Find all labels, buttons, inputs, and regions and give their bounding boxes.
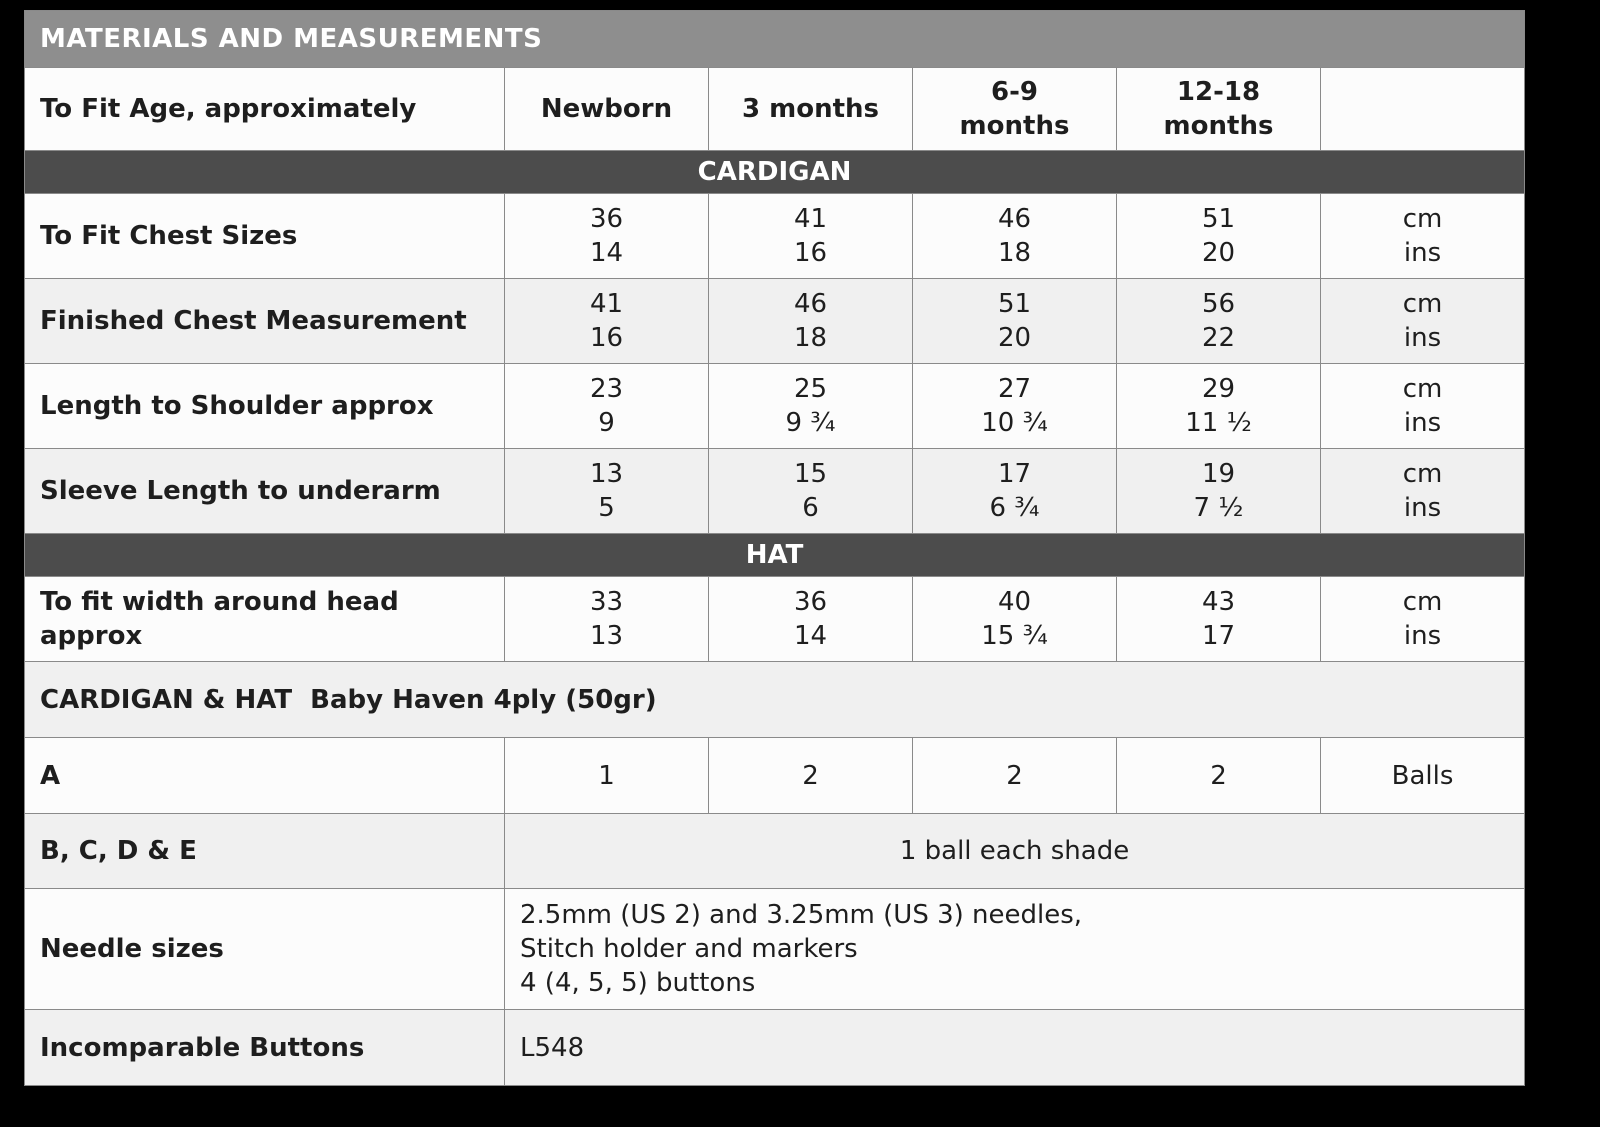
unit-cm: cm [1402, 289, 1443, 319]
row-label: Sleeve Length to underarm [25, 449, 505, 534]
value-cm: 33 [589, 587, 624, 617]
value-cell [505, 279, 709, 364]
value-cell [505, 364, 709, 449]
size-header-line: Newborn [540, 94, 673, 124]
yarn-a-row [25, 738, 1525, 814]
unit-cm: cm [1402, 587, 1443, 617]
size-header-line: 12-18 [1176, 77, 1261, 107]
chest-size-row [25, 194, 1525, 279]
value-cm: 19 [1201, 459, 1236, 489]
value-cm: 40 [997, 587, 1032, 617]
value-cell [709, 449, 913, 534]
unit-cm: cm [1402, 204, 1443, 234]
value-ins: 17 [1201, 621, 1236, 651]
size-header-3-months [709, 68, 913, 151]
needle-sizes-row [25, 889, 1525, 1010]
value-cm: 17 [997, 459, 1032, 489]
value-ins: 15 ¾ [981, 621, 1048, 651]
finished-chest-row [25, 279, 1525, 364]
size-header-line: 3 months [741, 94, 880, 124]
value-ins: 20 [997, 323, 1032, 353]
value-ins: 6 ¾ [989, 493, 1040, 523]
value-ins: 11 ½ [1185, 408, 1252, 438]
unit-ins: ins [1403, 323, 1442, 353]
unit-cell [1321, 577, 1525, 662]
unit-cell [1321, 279, 1525, 364]
unit-cell: Balls [1321, 738, 1525, 814]
value-cm: 51 [1201, 204, 1236, 234]
needle-line: 4 (4, 5, 5) buttons [520, 968, 756, 998]
unit-cm: cm [1402, 374, 1443, 404]
row-label: Finished Chest Measurement [25, 279, 505, 364]
section-hat-row [25, 534, 1525, 577]
value-ins: 9 ¾ [785, 408, 836, 438]
size-header-line: months [959, 111, 1070, 141]
value-cell [505, 194, 709, 279]
value-cell [913, 279, 1117, 364]
value-cell [709, 279, 913, 364]
value-cell [1117, 364, 1321, 449]
section-cardigan-row [25, 151, 1525, 194]
title-row [25, 11, 1525, 68]
unit-cell [1321, 449, 1525, 534]
value-cell: 2 [1117, 738, 1321, 814]
unit-cell [1321, 364, 1525, 449]
value-ins: 14 [793, 621, 828, 651]
value-cm: 13 [589, 459, 624, 489]
value-cell [1117, 577, 1321, 662]
value-cell [1117, 449, 1321, 534]
row-label-line: approx [40, 621, 143, 651]
value-cm: 25 [793, 374, 828, 404]
size-header-6-9-months [913, 68, 1117, 151]
value-cell [709, 577, 913, 662]
value-cell: 1 [505, 738, 709, 814]
section-hat: HAT [25, 534, 1525, 577]
row-label-line: To fit width around head [40, 587, 399, 617]
value-cm: 41 [793, 204, 828, 234]
value-ins: 9 [598, 408, 615, 438]
unit-ins: ins [1403, 621, 1442, 651]
value-cm: 36 [793, 587, 828, 617]
yarn-bcde-value: 1 ball each shade [505, 814, 1525, 889]
value-ins: 20 [1201, 238, 1236, 268]
row-label: Needle sizes [25, 889, 505, 1010]
value-cm: 41 [589, 289, 624, 319]
measurements-table [24, 10, 1525, 1086]
value-cm: 46 [997, 204, 1032, 234]
value-ins: 14 [589, 238, 624, 268]
value-cell [913, 449, 1117, 534]
value-cm: 43 [1201, 587, 1236, 617]
value-cm: 15 [793, 459, 828, 489]
value-cell [1117, 194, 1321, 279]
buttons-code: L548 [505, 1010, 1525, 1086]
value-cell [913, 364, 1117, 449]
value-cm: 36 [589, 204, 624, 234]
value-cell [505, 449, 709, 534]
head-width-row [25, 577, 1525, 662]
section-cardigan: CARDIGAN [25, 151, 1525, 194]
needle-details [505, 889, 1525, 1010]
value-cell [913, 194, 1117, 279]
value-ins: 6 [802, 493, 819, 523]
size-header-line: 6-9 [991, 77, 1038, 107]
row-label: Incomparable Buttons [25, 1010, 505, 1086]
row-label [25, 577, 505, 662]
value-cm: 46 [793, 289, 828, 319]
row-label: Length to Shoulder approx [25, 364, 505, 449]
value-cell [709, 364, 913, 449]
value-ins: 22 [1201, 323, 1236, 353]
value-cm: 56 [1201, 289, 1236, 319]
size-header-line: months [1163, 111, 1274, 141]
value-cm: 27 [997, 374, 1032, 404]
needle-line: Stitch holder and markers [520, 934, 858, 964]
value-cell: 2 [913, 738, 1117, 814]
materials-measurements-sheet [24, 10, 1524, 1086]
row-label: B, C, D & E [25, 814, 505, 889]
value-ins: 10 ¾ [981, 408, 1048, 438]
value-cell [913, 577, 1117, 662]
unit-cm: cm [1402, 459, 1443, 489]
value-cm: 23 [589, 374, 624, 404]
length-shoulder-row [25, 364, 1525, 449]
value-ins: 13 [589, 621, 624, 651]
value-cell [1117, 279, 1321, 364]
value-cm: 51 [997, 289, 1032, 319]
buttons-row [25, 1010, 1525, 1086]
row-label: To Fit Chest Sizes [25, 194, 505, 279]
age-header-row [25, 68, 1525, 151]
value-ins: 7 ½ [1193, 493, 1244, 523]
unit-ins: ins [1403, 408, 1442, 438]
yarn-bcde-row [25, 814, 1525, 889]
row-label: A [25, 738, 505, 814]
value-cell: 2 [709, 738, 913, 814]
yarn-heading: CARDIGAN & HAT Baby Haven 4ply (50gr) [25, 662, 1525, 738]
value-cm: 29 [1201, 374, 1236, 404]
value-ins: 16 [589, 323, 624, 353]
unit-ins: ins [1403, 493, 1442, 523]
sleeve-length-row [25, 449, 1525, 534]
table-title: MATERIALS AND MEASUREMENTS [25, 11, 1525, 68]
unit-ins: ins [1403, 238, 1442, 268]
value-cell [709, 194, 913, 279]
age-header-label: To Fit Age, approximately [25, 68, 505, 151]
yarn-heading-row [25, 662, 1525, 738]
value-ins: 5 [598, 493, 615, 523]
value-ins: 16 [793, 238, 828, 268]
size-header-12-18-months [1117, 68, 1321, 151]
needle-line: 2.5mm (US 2) and 3.25mm (US 3) needles, [520, 900, 1083, 930]
value-ins: 18 [997, 238, 1032, 268]
value-cell [505, 577, 709, 662]
unit-header-empty [1321, 68, 1525, 151]
size-header-newborn [505, 68, 709, 151]
unit-cell [1321, 194, 1525, 279]
value-ins: 18 [793, 323, 828, 353]
